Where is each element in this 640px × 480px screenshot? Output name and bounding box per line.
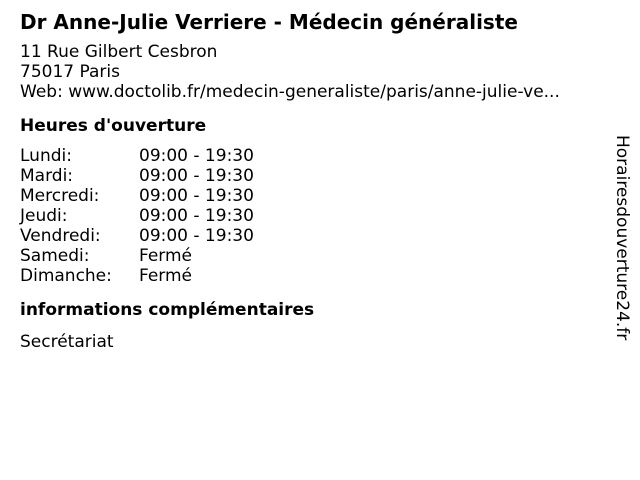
- additional-info-heading: informations complémentaires: [20, 300, 315, 320]
- day-label: Vendredi:: [20, 226, 101, 246]
- hours-row-monday: [20, 146, 600, 166]
- hours-row-saturday: [20, 246, 600, 266]
- hours-value: 09:00 - 19:30: [139, 226, 254, 246]
- address-block: [20, 42, 600, 102]
- hours-row-thursday: [20, 206, 600, 226]
- business-card: [20, 10, 600, 352]
- opening-hours-heading: Heures d'ouverture: [20, 116, 207, 136]
- city-address: 75017 Paris: [20, 62, 120, 82]
- hours-value: 09:00 - 19:30: [139, 166, 254, 186]
- day-label: Mercredi:: [20, 186, 100, 206]
- site-watermark: Horairesdouverture24.fr: [612, 135, 632, 341]
- day-label: Samedi:: [20, 246, 90, 266]
- day-label: Mardi:: [20, 166, 74, 186]
- additional-info-text: Secrétariat: [20, 332, 114, 352]
- website-link[interactable]: Web: www.doctolib.fr/medecin-generaliste/paris/anne-julie-ve...: [20, 82, 560, 102]
- hours-value: 09:00 - 19:30: [139, 206, 254, 226]
- day-label: Dimanche:: [20, 266, 112, 286]
- hours-row-tuesday: [20, 166, 600, 186]
- hours-row-friday: [20, 226, 600, 246]
- hours-row-wednesday: [20, 186, 600, 206]
- day-label: Lundi:: [20, 146, 72, 166]
- hours-value: Fermé: [139, 266, 193, 286]
- street-address: 11 Rue Gilbert Cesbron: [20, 42, 218, 62]
- hours-row-sunday: [20, 266, 600, 286]
- hours-value: 09:00 - 19:30: [139, 186, 254, 206]
- day-label: Jeudi:: [20, 206, 68, 226]
- hours-value: 09:00 - 19:30: [139, 146, 254, 166]
- page-title: Dr Anne-Julie Verriere - Médecin généraliste: [20, 10, 518, 34]
- hours-value: Fermé: [139, 246, 193, 266]
- opening-hours-list: [20, 146, 600, 286]
